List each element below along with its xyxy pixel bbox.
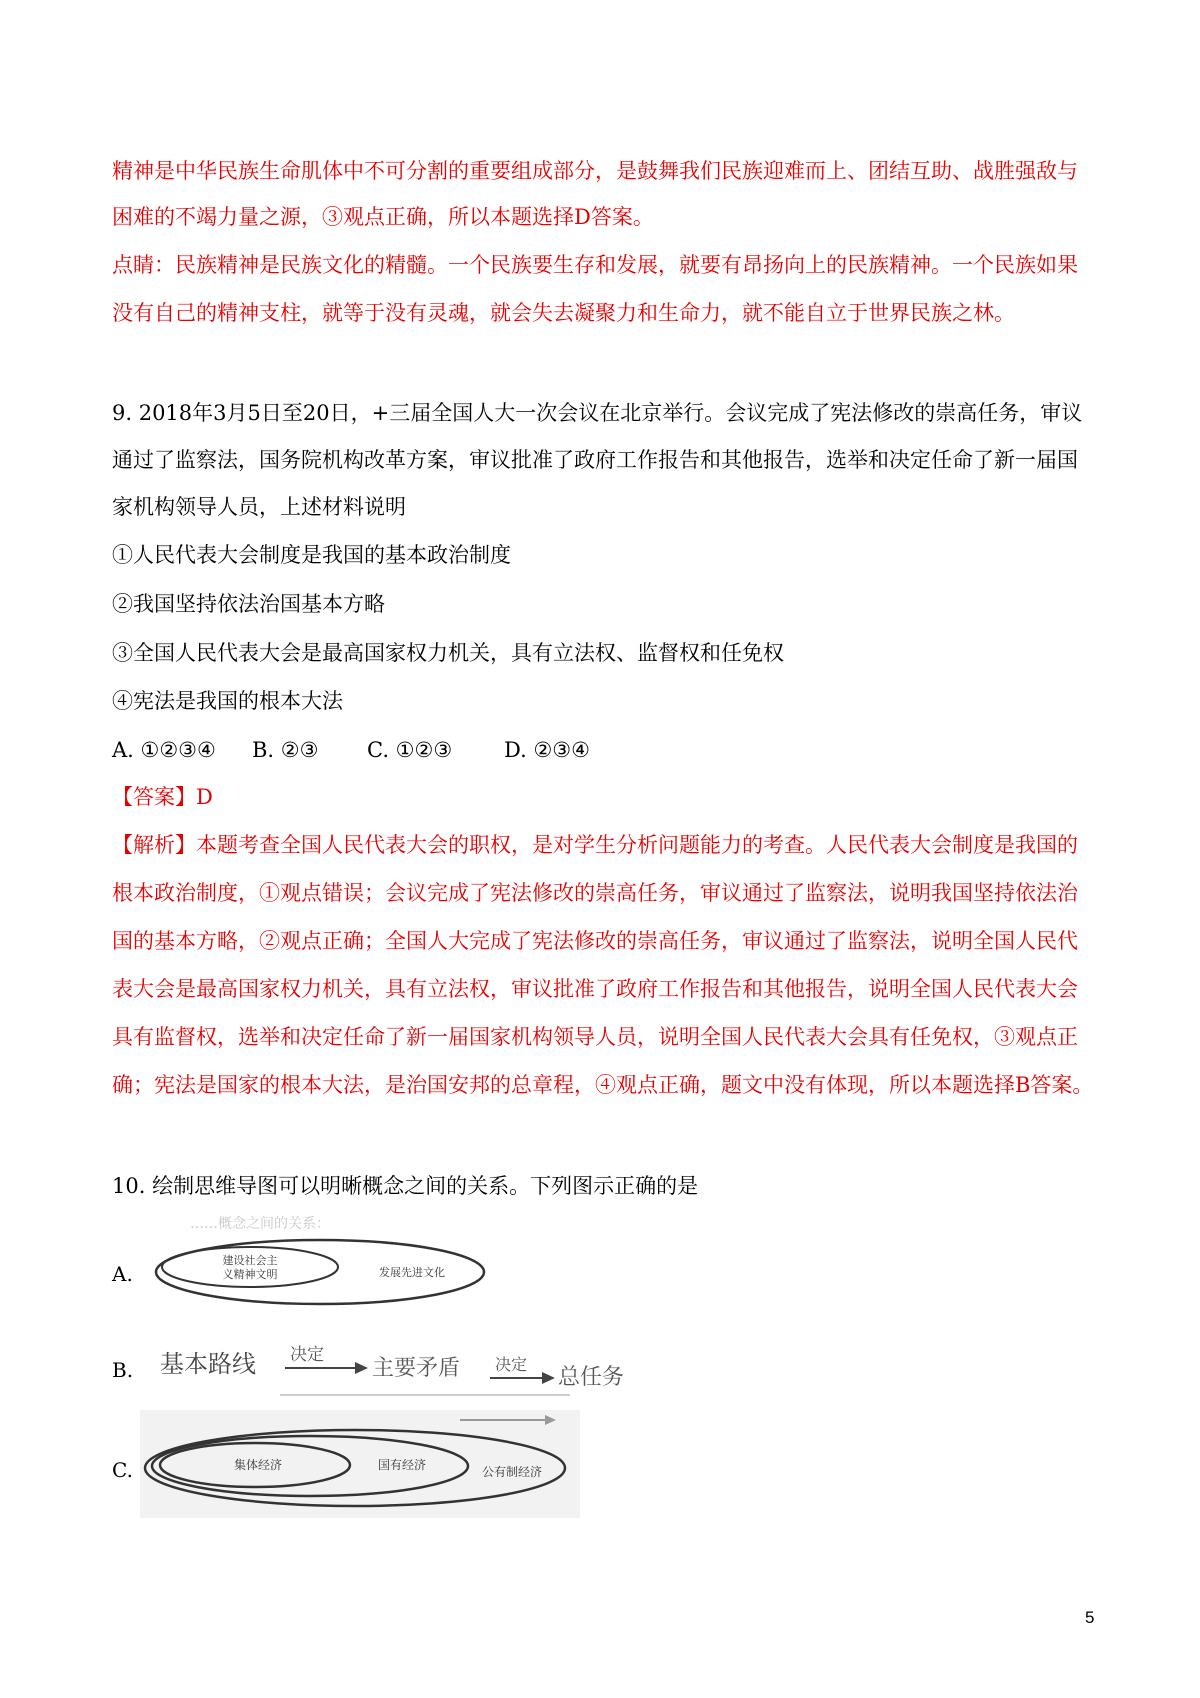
q9-statement-1: ①人民代表大会制度是我国的基本政治制度 — [112, 543, 511, 567]
faint-arrow-head — [545, 1415, 556, 1425]
q9-choice-c: C. ①②③ — [367, 738, 453, 762]
nested-ellipse-diagram-a — [150, 1210, 490, 1310]
q9-analysis-line-2: 根本政治制度，①观点错误；会议完成了宪法修改的崇高任务，审议通过了监察法，说明我国坚持依法治 — [112, 881, 1078, 905]
q9-statement-4: ④宪法是我国的根本大法 — [112, 689, 343, 713]
arrow-head-1 — [355, 1362, 368, 1374]
middle-text-state: 国有经济 — [377, 1458, 427, 1472]
q9-analysis-line-4: 表大会是最高国家权力机关，具有立法权，审议批准了政府工作报告和其他报告，说明全国人民代表大会 — [112, 977, 1078, 1001]
q9-analysis-line-1: 【解析】本题考查全国人民代表大会的职权，是对学生分析问题能力的考查。人民代表大会制度是我国的 — [112, 833, 1078, 857]
q9-analysis-line-6: 确；宪法是国家的根本大法，是治国安邦的总章程，④观点正确，题文中没有体现，所以本题选择B答案。 — [112, 1073, 1094, 1097]
node-main-contradiction: 主要矛盾 — [372, 1356, 461, 1381]
q10-option-a-label: A. — [112, 1262, 133, 1286]
explanation-line-2: 困难的不竭力量之源，③观点正确，所以本题选择D答案。 — [112, 205, 654, 229]
explanation-line-1: 精神是中华民族生命肌体中不可分割的重要组成部分，是鼓舞我们民族迎难而上、团结互助、战胜强敌与 — [112, 159, 1078, 183]
q9-analysis-line-5: 具有监督权，选举和决定任命了新一届国家机构领导人员，说明全国人民代表大会具有任免权，③观点正 — [112, 1025, 1078, 1049]
page-number: 5 — [1085, 1608, 1095, 1627]
inner-text-1: 建设社会主 — [222, 1254, 278, 1267]
q10-option-c-diagram — [140, 1410, 580, 1518]
q9-stem-line-2: 通过了监察法，国务院机构改革方案，审议批准了政府工作报告和其他报告，选举和决定任命了新一届国 — [112, 448, 1078, 472]
arrow-flow-diagram-b — [150, 1340, 630, 1410]
q10-option-a-diagram — [150, 1210, 490, 1310]
q10-stem: 10. 绘制思维导图可以明晰概念之间的关系。下列图示正确的是 — [112, 1174, 699, 1198]
q9-choice-a: A. ①②③④ — [112, 738, 216, 762]
q10-option-c-label: C. — [112, 1458, 133, 1482]
arrow-head-2 — [542, 1372, 555, 1384]
inner-ellipse — [162, 1247, 338, 1287]
q9-choice-b: B. ②③ — [252, 738, 319, 762]
q9-stem-line-1: 9. 2018年3月5日至20日，+三届全国人大一次会议在北京举行。会议完成了宪法修改的崇高任务，审议 — [112, 401, 1083, 425]
q9-statement-3: ③全国人民代表大会是最高国家权力机关，具有立法权、监督权和任免权 — [112, 641, 784, 665]
q9-statement-2: ②我国坚持依法治国基本方略 — [112, 592, 385, 616]
nested-ellipse-diagram-c — [140, 1410, 580, 1518]
point-line-2: 没有自己的精神支柱，就等于没有灵魂，就会失去凝聚力和生命力，就不能自立于世界民族之林。 — [112, 301, 1015, 325]
arrow-label-2: 决定 — [495, 1355, 528, 1374]
q10-option-b-label: B. — [112, 1358, 134, 1382]
arrow-label-1: 决定 — [290, 1345, 324, 1365]
point-line-1: 点睛：民族精神是民族文化的精髓。一个民族要生存和发展，就要有昂扬向上的民族精神。一个民族如果 — [112, 253, 1078, 277]
q9-stem-line-3: 家机构领导人员，上述材料说明 — [112, 495, 406, 519]
q10-option-b-diagram — [150, 1340, 630, 1410]
outer-text-public: 公有制经济 — [481, 1465, 543, 1479]
inner-text-collective: 集体经济 — [233, 1458, 283, 1472]
outer-text: 发展先进文化 — [379, 1266, 445, 1279]
inner-text-2: 义精神文明 — [222, 1268, 278, 1281]
q9-choices — [112, 735, 590, 765]
node-general-task: 总任务 — [558, 1365, 625, 1390]
q9-analysis-line-3: 国的基本方略，②观点正确；全国人大完成了宪法修改的崇高任务，审议通过了监察法，说明全国人民代 — [112, 929, 1078, 953]
q9-choice-d: D. ②③④ — [504, 738, 590, 762]
faded-header-text: ……概念之间的关系： — [190, 1216, 330, 1232]
q9-answer: 【答案】D — [112, 785, 213, 809]
node-basic-line: 基本路线 — [160, 1350, 256, 1378]
